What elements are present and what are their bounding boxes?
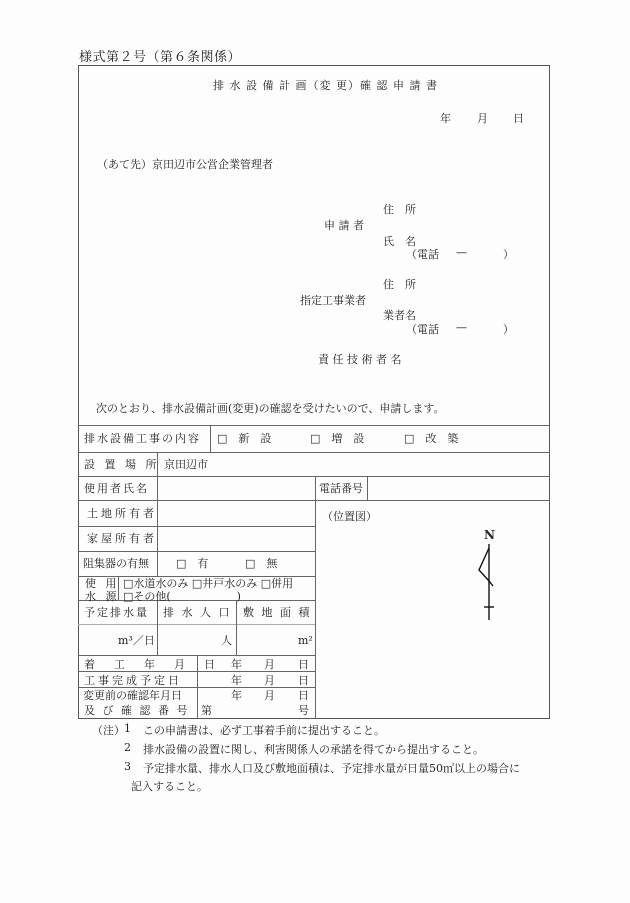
date-year-label: 年 bbox=[440, 112, 451, 125]
start-date-day: 日 bbox=[298, 658, 309, 671]
date-day-label: 日 bbox=[513, 112, 524, 125]
location-map-label: （位置図） bbox=[322, 510, 377, 523]
location-value[interactable]: 京田辺市 bbox=[164, 458, 208, 471]
interceptor-yes-checkbox[interactable]: □ 有 bbox=[176, 557, 209, 570]
contractor-phone-dash: — bbox=[456, 321, 467, 334]
completion-date-year: 年 bbox=[231, 674, 242, 687]
note-3-number: 3 bbox=[124, 760, 131, 773]
start-date-label: 着 工 年 月 日 bbox=[84, 658, 219, 671]
discharge-population-unit: 人 bbox=[221, 634, 232, 647]
contractor-phone-open: （電話 bbox=[406, 323, 439, 336]
divider bbox=[236, 600, 237, 655]
applicant-phone-open: （電話 bbox=[406, 248, 439, 261]
prior-confirmation-label-line2: 及 び 確 認 番 号 bbox=[84, 704, 190, 717]
applicant-name-label: 氏 名 bbox=[383, 235, 416, 248]
prior-confirmation-year: 年 bbox=[231, 689, 242, 702]
work-option-new-checkbox[interactable]: □ 新 設 bbox=[217, 432, 272, 445]
completion-date-day: 日 bbox=[298, 674, 309, 687]
applicant-phone-dash: — bbox=[456, 246, 467, 259]
land-owner-field[interactable] bbox=[158, 501, 314, 525]
start-date-month: 月 bbox=[264, 658, 275, 671]
completion-date-month: 月 bbox=[264, 674, 275, 687]
work-option-rebuild-checkbox[interactable]: □ 改 築 bbox=[404, 432, 459, 445]
date-month-label: 月 bbox=[477, 112, 488, 125]
water-source-label-line2: 水 源 bbox=[85, 590, 120, 603]
contractor-name-label: 業者名 bbox=[383, 309, 416, 322]
location-label: 設 置 場 所 bbox=[84, 458, 160, 471]
note-3-continuation: 記入すること。 bbox=[131, 780, 208, 793]
phone-label: 電話番号 bbox=[319, 482, 363, 495]
form-caption: 様式第２号（第６条関係） bbox=[79, 50, 242, 65]
request-sentence: 次のとおり、排水設備計画(変更)の確認を受けたいので、申請します。 bbox=[96, 402, 445, 415]
interceptor-label: 阻集器の有無 bbox=[83, 557, 149, 570]
location-map-area[interactable] bbox=[316, 501, 549, 718]
divider bbox=[78, 452, 550, 453]
discharge-volume-header: 予定排水量 bbox=[84, 606, 149, 619]
user-name-label: 使用者氏名 bbox=[84, 482, 149, 495]
prior-confirmation-number-suffix: 号 bbox=[298, 704, 309, 717]
discharge-population-header: 排 水 人 口 bbox=[163, 606, 232, 619]
engineer-label: 責 任 技 術 者 名 bbox=[318, 353, 402, 366]
water-source-options-line2[interactable]: □その他( ) bbox=[123, 590, 241, 603]
form-title: 排 水 設 備 計 画（変 更）確 認 申 請 書 bbox=[213, 79, 438, 92]
applicant-label: 申 請 者 bbox=[324, 219, 364, 232]
start-date-year: 年 bbox=[231, 658, 242, 671]
prior-confirmation-day: 日 bbox=[298, 689, 309, 702]
contractor-address-label: 住 所 bbox=[383, 278, 416, 291]
water-source-options-line1[interactable]: □水道水のみ □井戸水のみ □併用 bbox=[123, 577, 294, 590]
divider bbox=[210, 425, 211, 452]
house-owner-field[interactable] bbox=[158, 527, 314, 550]
divider bbox=[157, 600, 158, 655]
note-2-text: 排水設備の設置に関し、利害関係人の承諾を得てから提出すること。 bbox=[143, 743, 484, 756]
interceptor-no-checkbox[interactable]: □ 無 bbox=[245, 557, 278, 570]
prior-confirmation-label-line1: 変更前の確認年月日 bbox=[83, 689, 182, 702]
applicant-phone-close: ） bbox=[503, 248, 514, 261]
land-owner-label: 土地所有者 bbox=[87, 507, 157, 520]
work-content-label: 排水設備工事の内容 bbox=[84, 432, 201, 445]
divider bbox=[78, 425, 550, 426]
water-source-label-line1: 使 用 bbox=[85, 577, 120, 590]
note-2-number: 2 bbox=[124, 741, 131, 754]
prior-confirmation-number-prefix: 第 bbox=[201, 704, 212, 717]
phone-field[interactable] bbox=[368, 477, 549, 499]
user-name-field[interactable] bbox=[158, 477, 314, 499]
note-1-number: 1 bbox=[124, 722, 131, 735]
house-owner-label: 家屋所有者 bbox=[87, 532, 157, 545]
site-area-unit: m² bbox=[298, 634, 313, 647]
notes-prefix: （注） bbox=[92, 724, 125, 737]
north-label: N bbox=[484, 528, 495, 542]
contractor-phone-close: ） bbox=[503, 323, 514, 336]
note-3-text: 予定排水量、排水人口及び敷地面積は、予定排水量が日量50㎥以上の場合に bbox=[143, 762, 520, 775]
addressee: （あて先）京田辺市公営企業管理者 bbox=[97, 158, 273, 171]
divider bbox=[78, 551, 315, 552]
applicant-address-label: 住 所 bbox=[383, 203, 416, 216]
contractor-label: 指定工事業者 bbox=[300, 294, 366, 307]
work-option-expand-checkbox[interactable]: □ 増 設 bbox=[310, 432, 365, 445]
completion-date-label: 工事完成予定日 bbox=[84, 674, 182, 687]
site-area-header: 敷 地 面 積 bbox=[243, 606, 312, 619]
prior-confirmation-month: 月 bbox=[264, 689, 275, 702]
discharge-volume-unit: m³／日 bbox=[118, 634, 155, 647]
note-1-text: この申請書は、必ず工事着手前に提出すること。 bbox=[143, 724, 385, 737]
divider bbox=[78, 624, 315, 625]
